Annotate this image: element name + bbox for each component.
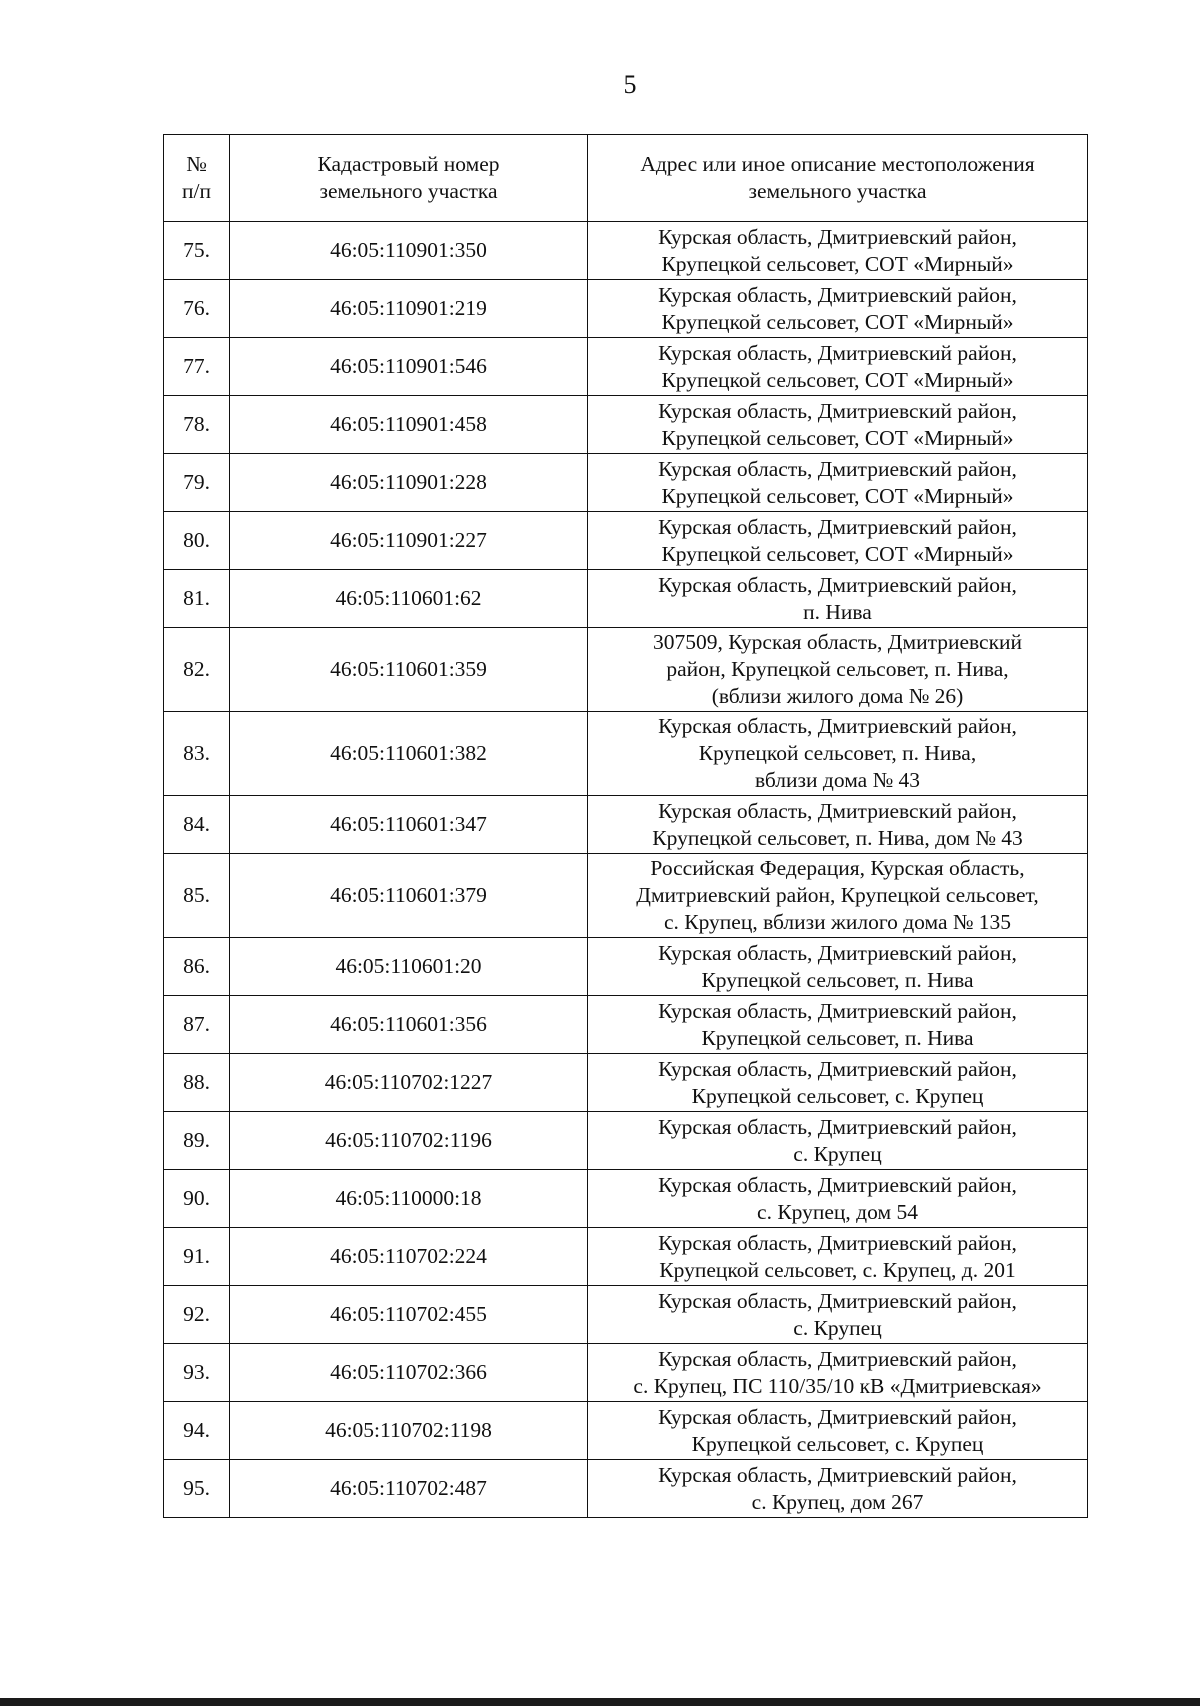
- row-number: 80.: [164, 512, 230, 570]
- address-cell: [588, 796, 1088, 854]
- address-line: (вблизи жилого дома № 26): [711, 684, 964, 708]
- address-line: Курская область, Дмитриевский район,: [658, 1114, 1017, 1139]
- cadastral-number: 46:05:110901:228: [230, 454, 588, 512]
- header-line: Кадастровый номер: [317, 152, 500, 176]
- table-row: [164, 280, 1088, 338]
- row-number: 90.: [164, 1170, 230, 1228]
- address-line: Курская область, Дмитриевский район,: [658, 1056, 1017, 1081]
- address-line: Крупецкой сельсовет, СОТ «Мирный»: [661, 309, 1014, 334]
- address-line: Крупецкой сельсовет, п. Нива: [701, 967, 974, 992]
- cadastral-number: 46:05:110901:546: [230, 338, 588, 396]
- address-cell: [588, 628, 1088, 712]
- address-line: Курская область, Дмитриевский район,: [658, 1288, 1017, 1313]
- address-line: Курская область, Дмитриевский район,: [658, 572, 1017, 597]
- address-line: Курская область, Дмитриевский район,: [658, 1172, 1017, 1197]
- row-number: 84.: [164, 796, 230, 854]
- address-line: 307509, Курская область, Дмитриевский: [652, 630, 1023, 654]
- address-line: Крупецкой сельсовет, с. Крупец: [691, 1431, 984, 1456]
- scan-bottom-edge: [0, 1698, 1200, 1706]
- address-line: Крупецкой сельсовет, п. Нива: [701, 1025, 974, 1050]
- table-row: [164, 570, 1088, 628]
- table-row: [164, 996, 1088, 1054]
- cadastral-number: 46:05:110601:379: [230, 854, 588, 938]
- address-line: Курская область, Дмитриевский район,: [658, 1404, 1017, 1429]
- address-cell: [588, 1402, 1088, 1460]
- cadastral-number: 46:05:110601:62: [230, 570, 588, 628]
- address-line: Курская область, Дмитриевский район,: [658, 340, 1017, 365]
- row-number: 89.: [164, 1112, 230, 1170]
- header-cadastral-number: [230, 135, 588, 222]
- header-address: [588, 135, 1088, 222]
- address-line: с. Крупец, дом 267: [751, 1489, 924, 1514]
- address-line: Российская Федерация, Курская область,: [650, 856, 1025, 880]
- cadastral-number: 46:05:110702:366: [230, 1344, 588, 1402]
- address-line: Курская область, Дмитриевский район,: [658, 224, 1017, 249]
- table-row: [164, 454, 1088, 512]
- address-line: вблизи дома № 43: [755, 768, 920, 792]
- address-cell: [588, 512, 1088, 570]
- address-line: Курская область, Дмитриевский район,: [658, 798, 1017, 823]
- address-line: с. Крупец, вблизи жилого дома № 135: [663, 910, 1012, 934]
- address-line: с. Крупец, дом 54: [757, 1199, 918, 1224]
- header-line: п/п: [182, 179, 211, 203]
- address-line: Крупецкой сельсовет, СОТ «Мирный»: [661, 483, 1014, 508]
- address-line: Курская область, Дмитриевский район,: [658, 514, 1017, 539]
- address-cell: [588, 1054, 1088, 1112]
- row-number: 79.: [164, 454, 230, 512]
- table-row: [164, 796, 1088, 854]
- row-number: 92.: [164, 1286, 230, 1344]
- cadastral-number: 46:05:110601:359: [230, 628, 588, 712]
- cadastral-number: 46:05:110901:350: [230, 222, 588, 280]
- table-row: [164, 338, 1088, 396]
- table-row: [164, 938, 1088, 996]
- address-line: Курская область, Дмитриевский район,: [658, 1346, 1017, 1371]
- address-cell: [588, 396, 1088, 454]
- address-cell: [588, 280, 1088, 338]
- cadastral-number: 46:05:110601:356: [230, 996, 588, 1054]
- address-line: Крупецкой сельсовет, СОТ «Мирный»: [661, 251, 1014, 276]
- row-number: 91.: [164, 1228, 230, 1286]
- address-line: с. Крупец, ПС 110/35/10 кВ «Дмитриевская»: [633, 1373, 1042, 1398]
- header-line: земельного участка: [319, 179, 498, 203]
- address-line: район, Крупецкой сельсовет, п. Нива,: [666, 657, 1009, 681]
- address-line: Крупецкой сельсовет, с. Крупец: [691, 1083, 984, 1108]
- header-line: земельного участка: [748, 179, 927, 203]
- header-row-number: [164, 135, 230, 222]
- address-cell: [588, 996, 1088, 1054]
- table-row: [164, 1286, 1088, 1344]
- address-line: Курская область, Дмитриевский район,: [658, 1462, 1017, 1487]
- address-line: Крупецкой сельсовет, п. Нива,: [698, 741, 977, 765]
- address-line: п. Нива: [803, 599, 872, 624]
- row-number: 93.: [164, 1344, 230, 1402]
- row-number: 85.: [164, 854, 230, 938]
- cadastral-number: 46:05:110601:382: [230, 712, 588, 796]
- address-line: Крупецкой сельсовет, п. Нива, дом № 43: [652, 825, 1023, 850]
- cadastral-number: 46:05:110901:458: [230, 396, 588, 454]
- address-line: Курская область, Дмитриевский район,: [658, 282, 1017, 307]
- row-number: 88.: [164, 1054, 230, 1112]
- address-line: с. Крупец: [793, 1141, 882, 1166]
- cadastral-number: 46:05:110702:487: [230, 1460, 588, 1518]
- address-line: Курская область, Дмитриевский район,: [658, 456, 1017, 481]
- table-row: [164, 1228, 1088, 1286]
- cadastral-number: 46:05:110702:455: [230, 1286, 588, 1344]
- address-line: Крупецкой сельсовет, с. Крупец, д. 201: [659, 1257, 1016, 1282]
- table-row: [164, 712, 1088, 796]
- row-number: 87.: [164, 996, 230, 1054]
- row-number: 75.: [164, 222, 230, 280]
- address-cell: [588, 1286, 1088, 1344]
- cadastral-number: 46:05:110702:224: [230, 1228, 588, 1286]
- row-number: 83.: [164, 712, 230, 796]
- table-row: [164, 854, 1088, 938]
- address-cell: [588, 854, 1088, 938]
- address-line: Крупецкой сельсовет, СОТ «Мирный»: [661, 425, 1014, 450]
- address-line: Крупецкой сельсовет, СОТ «Мирный»: [661, 367, 1014, 392]
- address-line: Дмитриевский район, Крупецкой сельсовет,: [636, 883, 1039, 907]
- row-number: 78.: [164, 396, 230, 454]
- address-cell: [588, 454, 1088, 512]
- cadastral-number: 46:05:110702:1227: [230, 1054, 588, 1112]
- table-row: [164, 1460, 1088, 1518]
- row-number: 86.: [164, 938, 230, 996]
- table-row: [164, 396, 1088, 454]
- cadastral-number: 46:05:110901:227: [230, 512, 588, 570]
- cadastral-number: 46:05:110702:1198: [230, 1402, 588, 1460]
- table-header-row: [164, 135, 1088, 222]
- address-line: с. Крупец: [793, 1315, 882, 1340]
- cadastral-number: 46:05:110601:347: [230, 796, 588, 854]
- row-number: 94.: [164, 1402, 230, 1460]
- address-cell: [588, 1228, 1088, 1286]
- row-number: 82.: [164, 628, 230, 712]
- page-number: 5: [623, 70, 637, 99]
- land-plots-table: [163, 134, 1088, 1518]
- table-row: [164, 1054, 1088, 1112]
- address-cell: [588, 1112, 1088, 1170]
- address-line: Курская область, Дмитриевский район,: [658, 398, 1017, 423]
- address-cell: [588, 1344, 1088, 1402]
- address-cell: [588, 1460, 1088, 1518]
- table-row: [164, 222, 1088, 280]
- header-line: Адрес или иное описание местоположения: [640, 152, 1035, 176]
- table-row: [164, 1170, 1088, 1228]
- address-cell: [588, 570, 1088, 628]
- table-row: [164, 1402, 1088, 1460]
- row-number: 77.: [164, 338, 230, 396]
- address-cell: [588, 222, 1088, 280]
- address-line: Курская область, Дмитриевский район,: [658, 940, 1017, 965]
- cadastral-number: 46:05:110601:20: [230, 938, 588, 996]
- address-cell: [588, 1170, 1088, 1228]
- table-row: [164, 1112, 1088, 1170]
- cadastral-number: 46:05:110702:1196: [230, 1112, 588, 1170]
- table-row: [164, 628, 1088, 712]
- cadastral-number: 46:05:110901:219: [230, 280, 588, 338]
- address-cell: [588, 712, 1088, 796]
- cadastral-number: 46:05:110000:18: [230, 1170, 588, 1228]
- address-line: Курская область, Дмитриевский район,: [658, 1230, 1017, 1255]
- table-row: [164, 1344, 1088, 1402]
- table-body: [164, 222, 1088, 1518]
- address-cell: [588, 938, 1088, 996]
- table-row: [164, 512, 1088, 570]
- header-line: №: [186, 152, 207, 176]
- row-number: 81.: [164, 570, 230, 628]
- address-line: Курская область, Дмитриевский район,: [658, 714, 1017, 738]
- address-line: Курская область, Дмитриевский район,: [658, 998, 1017, 1023]
- row-number: 95.: [164, 1460, 230, 1518]
- row-number: 76.: [164, 280, 230, 338]
- address-cell: [588, 338, 1088, 396]
- address-line: Крупецкой сельсовет, СОТ «Мирный»: [661, 541, 1014, 566]
